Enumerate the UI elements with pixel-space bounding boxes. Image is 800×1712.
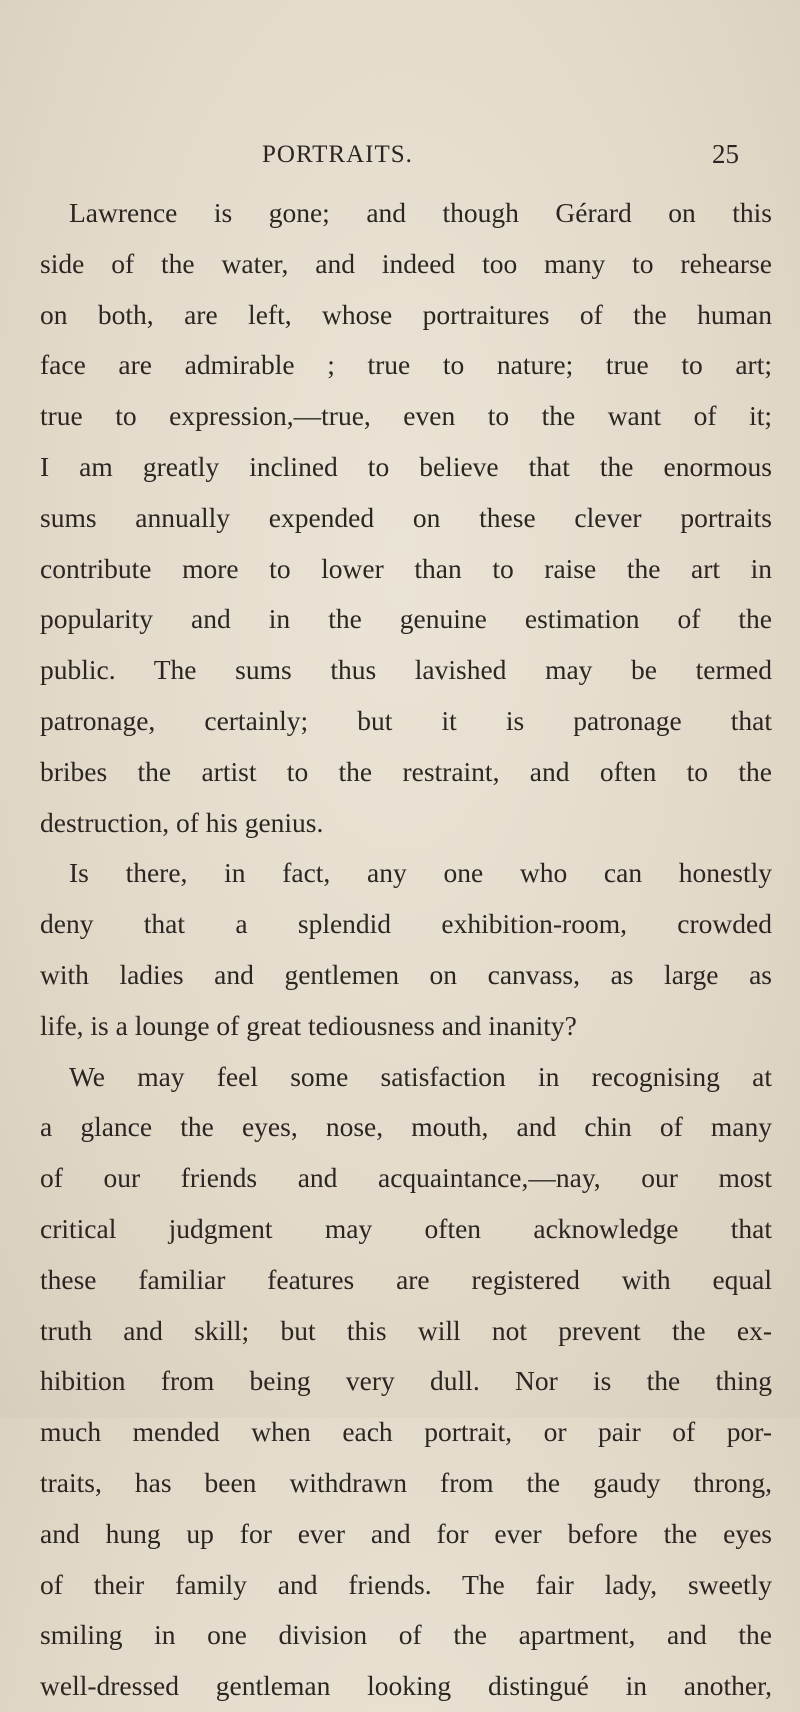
text-line: bribes the artist to the restraint, and often to the: [40, 755, 772, 787]
text-line: hibition from being very dull. Nor is the thing: [40, 1365, 772, 1397]
text-line: much mended when each portrait, or pair of por-: [40, 1416, 772, 1448]
text-line: deny that a splendid exhibition-room, crowded: [40, 908, 772, 940]
text-line: with ladies and gentlemen on canvass, as large as: [40, 958, 772, 990]
body-text: [40, 188, 772, 1712]
text-line: destruction, of his genius.: [40, 806, 324, 838]
running-title: PORTRAITS.: [262, 141, 413, 168]
text-line: critical judgment may often acknowledge that: [40, 1212, 772, 1244]
text-line: on both, are left, whose portraitures of the human: [40, 298, 772, 330]
text-line: a glance the eyes, nose, mouth, and chin of many: [40, 1111, 772, 1143]
text-line: face are admirable ; true to nature; true to art;: [40, 349, 772, 381]
text-line: popularity and in the genuine estimation of the: [40, 603, 772, 635]
text-line: side of the water, and indeed too many to rehearse: [40, 247, 772, 279]
text-line: life, is a lounge of great tediousness and inanity?: [40, 1009, 577, 1041]
text-line: We may feel some satisfaction in recognising at: [69, 1060, 772, 1092]
text-line: Lawrence is gone; and though Gérard on this: [69, 197, 772, 228]
text-line: patronage, certainly; but it is patronage that: [40, 704, 772, 736]
text-line: traits, has been withdrawn from the gaudy throng,: [40, 1466, 772, 1498]
text-line: well-dressed gentleman looking distingué in another,: [40, 1670, 772, 1702]
text-line: contribute more to lower than to raise the art in: [40, 552, 772, 584]
text-line: Is there, in fact, any one who can honestly: [69, 857, 772, 889]
text-line: these familiar features are registered with equal: [40, 1263, 772, 1295]
text-line: truth and skill; but this will not prevent the ex-: [40, 1314, 772, 1346]
text-line: and hung up for ever and for ever before the eyes: [40, 1517, 772, 1549]
text-line: true to expression,—true, even to the want of it;: [40, 400, 772, 432]
text-line: public. The sums thus lavished may be termed: [40, 654, 772, 686]
page-number: 25: [712, 139, 739, 169]
text-line: smiling in one division of the apartment, and the: [40, 1619, 772, 1651]
text-line: of our friends and acquaintance,—nay, our most: [40, 1162, 772, 1194]
text-line: I am greatly inclined to believe that the enormous: [40, 450, 772, 482]
running-head: [0, 141, 800, 181]
text-line: of their family and friends. The fair lady, sweetly: [40, 1568, 772, 1600]
text-line: sums annually expended on these clever portraits: [40, 501, 772, 533]
